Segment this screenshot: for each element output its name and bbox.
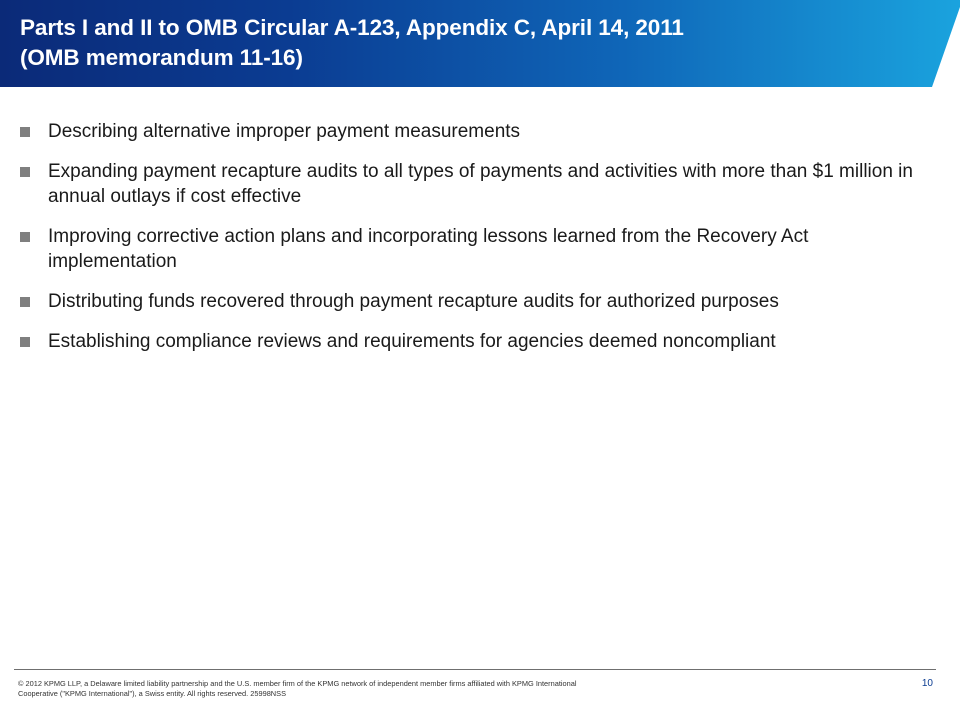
square-bullet-icon (20, 167, 30, 177)
bullet-text: Expanding payment recapture audits to all types of payments and activities with more than $1 million in annual outlays if cost effective (48, 161, 913, 207)
square-bullet-icon (20, 337, 30, 347)
bullet-text: Describing alternative improper payment measurements (48, 121, 521, 142)
slide-title-line-1: Parts I and II to OMB Circular A-123, Appendix C, April 14, 2011 (20, 15, 684, 40)
slide-title (20, 13, 920, 73)
bullet-text: Improving corrective action plans and incorporating lessons learned from the Recovery Act implementation (48, 226, 809, 272)
square-bullet-icon (20, 297, 30, 307)
page-number: 10 (921, 678, 933, 689)
bullet-item (20, 119, 920, 144)
bullet-item (20, 224, 920, 274)
bullet-item (20, 329, 920, 354)
bullet-item (20, 289, 920, 314)
bullet-text: Distributing funds recovered through payment recapture audits for authorized purposes (48, 291, 779, 312)
bullet-item (20, 159, 920, 209)
bullet-list (20, 119, 920, 369)
bullet-text: Establishing compliance reviews and requirements for agencies deemed noncompliant (48, 331, 776, 352)
slide-title-line-2: (OMB memorandum 11-16) (20, 45, 303, 70)
square-bullet-icon (20, 232, 30, 242)
footer-divider (14, 669, 936, 670)
copyright-notice: © 2012 KPMG LLP, a Delaware limited liability partnership and the U.S. member firm of the KPMG network of independent member firms affiliated with KPMG International Cooperative ("KPMG International"), a Swiss entity. All rights reserved. 25998NSS (18, 679, 577, 698)
square-bullet-icon (20, 127, 30, 137)
